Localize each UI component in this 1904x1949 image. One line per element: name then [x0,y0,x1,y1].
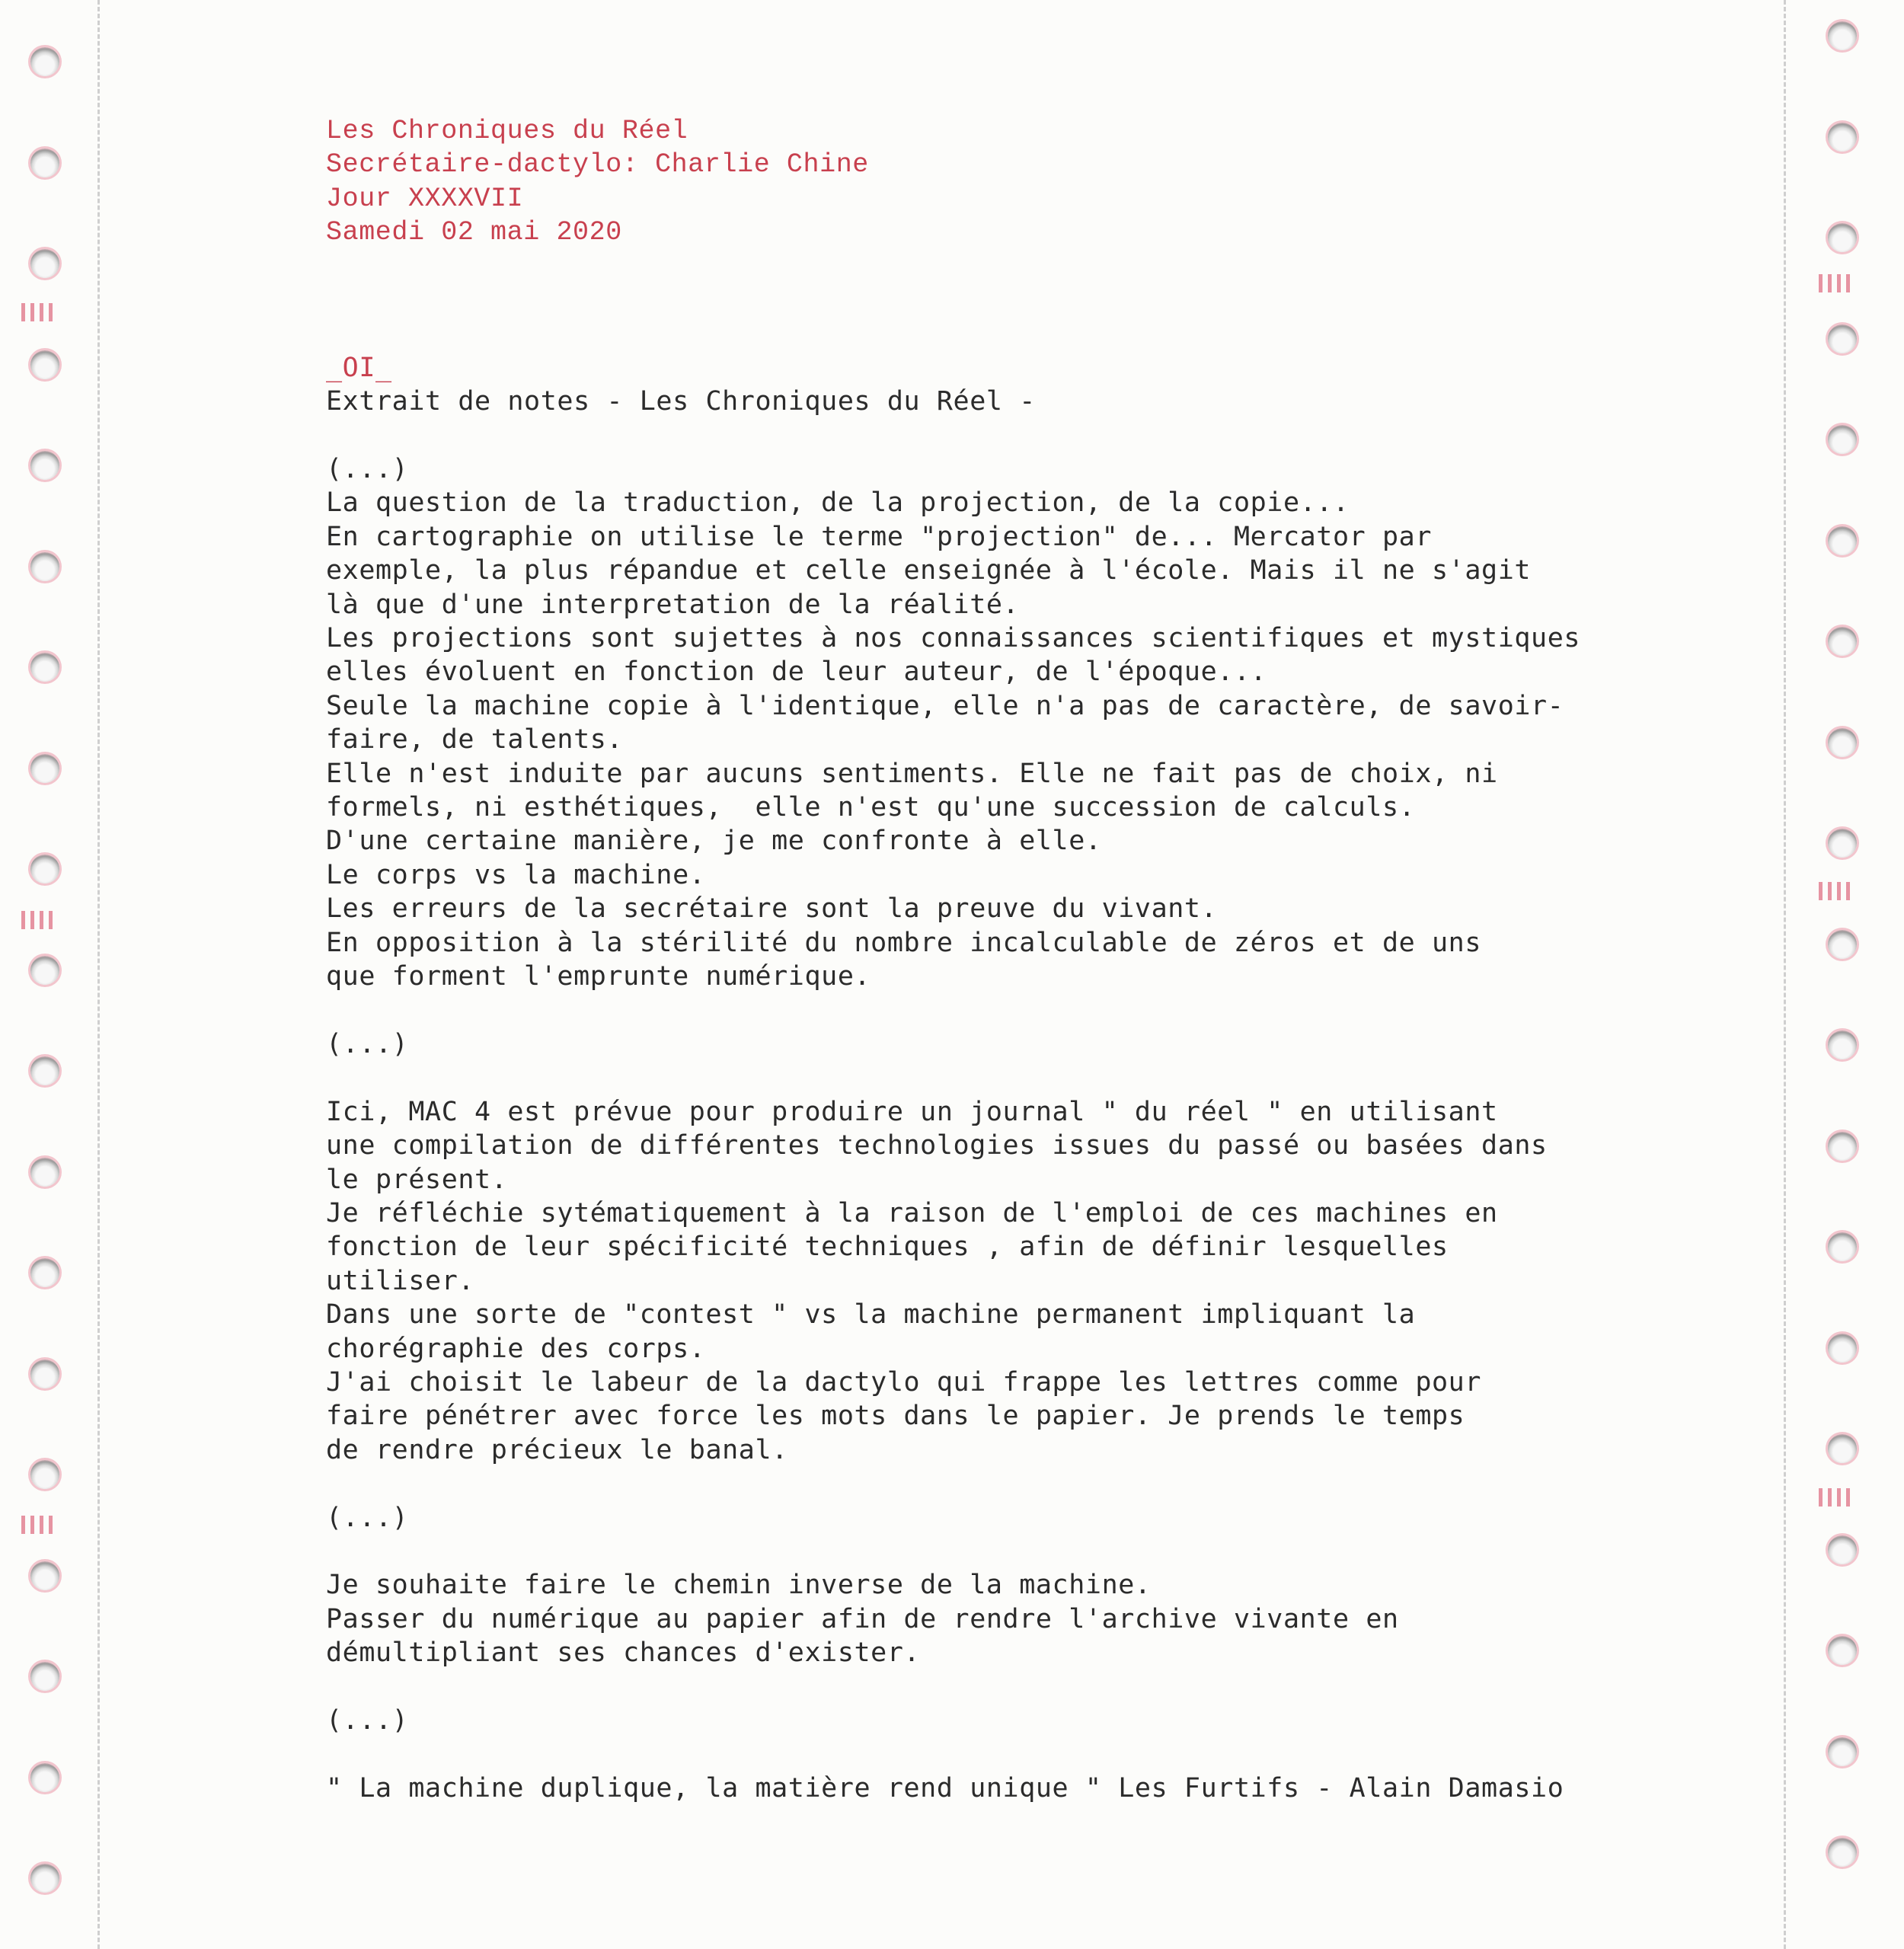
tractor-hole-icon [30,249,59,278]
body-line: démultipliant ses chances d'exister. [326,1637,921,1669]
body-line: Ici, MAC 4 est prévue pour produire un journal " du réel " en utilisant [326,1096,1498,1127]
tractor-hole-icon [30,350,59,379]
body-line: En cartographie on utilise le terme "projection" de... Mercator par [326,521,1433,552]
body-line: faire, de talents. [326,724,624,756]
body-line: chorégraphie des corps. [326,1333,706,1364]
tractor-hole-icon [1828,829,1857,858]
header-secretary: Secrétaire-dactylo: Charlie Chine [326,149,869,181]
tractor-hole-icon [1828,324,1857,353]
body-line: Seule la machine copie à l'identique, elle n'a pas de caractère, de savoir- [326,690,1564,721]
tractor-hole-icon [30,956,59,985]
body-line: D'une certaine manière, je me confronte à elle. [326,826,1102,857]
tractor-hole-icon [1828,1030,1857,1059]
perforation-tick-icon [21,303,56,321]
body-line: Je réfléchie sytématiquement à la raison de l'emploi de ces machines en [326,1197,1498,1229]
tractor-hole-icon [30,1360,59,1388]
tractor-hole-icon [30,149,59,177]
tractor-hole-icon [1828,1737,1857,1766]
tractor-hole-icon [30,1561,59,1590]
tractor-hole-icon [1828,1636,1857,1665]
body-line: Les projections sont sujettes à nos connaissances scientifiques et mystiques [326,623,1581,654]
body-line: Dans une sorte de "contest " vs la machine permanent impliquant la [326,1299,1416,1331]
tractor-hole-icon [1828,1334,1857,1363]
tractor-hole-icon [30,855,59,883]
section-mark: _OI_ [326,352,392,383]
tractor-hole-icon [1828,526,1857,555]
perforation-tick-icon [21,911,56,929]
tractor-hole-icon [30,1864,59,1893]
document-text [326,114,1697,1805]
body-line: (...) [326,1502,409,1533]
tractor-hole-icon [30,653,59,682]
body-line: J'ai choisit le labeur de la dactylo qui frappe les lettres comme pour [326,1366,1482,1398]
header-block [326,114,1697,250]
tractor-hole-icon [1828,627,1857,656]
tractor-hole-icon [1828,1434,1857,1463]
header-title: Les Chroniques du Réel [326,116,688,146]
body-line: Je souhaite faire le chemin inverse de la machine. [326,1570,1152,1601]
body-line: Extrait de notes - Les Chroniques du Réel - [326,386,1036,417]
tractor-hole-icon [1828,223,1857,252]
body-line: La question de la traduction, de la projection, de la copie... [326,487,1350,519]
tractor-hole-icon [1828,123,1857,152]
perforation-tick-icon [1819,1488,1854,1506]
body-line: là que d'une interpretation de la réalité. [326,589,1020,620]
body-line: utiliser. [326,1265,475,1296]
left-perforation-line [97,0,100,1949]
body-line: Passer du numérique au papier afin de rendre l'archive vivante en [326,1603,1399,1634]
tractor-hole-icon [1828,1132,1857,1161]
body-line: de rendre précieux le banal. [326,1434,788,1465]
tractor-hole-icon [30,47,59,76]
body-line: que forment l'emprunte numérique. [326,961,871,992]
header-date: Samedi 02 mai 2020 [326,217,622,248]
tractor-hole-icon [1828,728,1857,757]
right-perforation-line [1784,0,1786,1949]
body-line: Elle n'est induite par aucuns sentiments. Elle ne fait pas de choix, ni [326,758,1498,789]
tractor-hole-icon [30,1662,59,1691]
tractor-hole-icon [1828,1838,1857,1867]
body-line: En opposition à la stérilité du nombre incalculable de zéros et de uns [326,927,1482,958]
perforation-tick-icon [21,1516,56,1534]
body-line: Les erreurs de la secrétaire sont la preuve du vivant. [326,893,1218,925]
tractor-hole-icon [30,552,59,581]
quote-line: " La machine duplique, la matière rend unique " Les Furtifs - Alain Damasio [326,1772,1564,1804]
body-line: elles évoluent en fonction de leur auteur, de l'époque... [326,657,1267,688]
body-line: (...) [326,1028,409,1059]
body-line: Le corps vs la machine. [326,859,706,890]
body-line: le présent. [326,1164,508,1195]
body-line: exemple, la plus répandue et celle enseignée à l'école. Mais il ne s'agit [326,555,1532,586]
perforation-tick-icon [1819,274,1854,292]
tractor-hole-icon [30,1763,59,1792]
perforation-tick-icon [1819,882,1854,900]
tractor-hole-icon [1828,930,1857,959]
body-line: faire pénétrer avec force les mots dans le papier. Je prends le temps [326,1401,1465,1432]
body-line: fonction de leur spécificité techniques , afin de définir lesquelles [326,1232,1449,1263]
tractor-hole-icon [1828,1535,1857,1564]
tractor-hole-icon [30,1158,59,1187]
tractor-hole-icon [30,1056,59,1085]
tractor-hole-icon [30,1460,59,1489]
body-line: (...) [326,1705,409,1736]
header-day: Jour XXXXVII [326,183,524,214]
tractor-hole-icon [30,754,59,783]
tractor-hole-icon [30,1258,59,1287]
body-line: (...) [326,454,409,484]
tractor-hole-icon [1828,425,1857,454]
tractor-hole-icon [1828,21,1857,50]
tractor-hole-icon [30,451,59,480]
body-line: formels, ni esthétiques, elle n'est qu'une succession de calculs. [326,792,1416,823]
tractor-hole-icon [1828,1232,1857,1261]
body-line: une compilation de différentes technologies issues du passé ou basées dans [326,1130,1548,1161]
